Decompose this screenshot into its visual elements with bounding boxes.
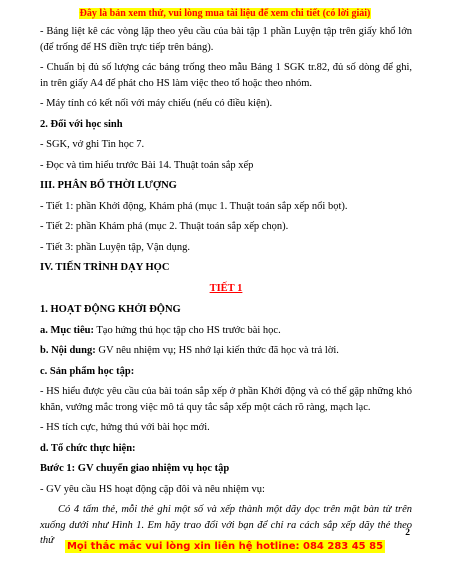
footer-hotline: [0, 541, 450, 552]
paragraph: - Tiết 1: phần Khởi động, Khám phá (mục 1. Thuật toán sắp xếp nổi bọt).: [40, 200, 348, 212]
paragraph: - Tiết 3: phần Luyện tập, Vận dụng.: [40, 241, 191, 253]
page-content: [40, 24, 412, 554]
paragraph: - Bảng liệt kê các vòng lặp theo yêu cầu của bài tập 1 phần Luyện tập trên giấy khổ lớn (để trống để HS điền trực tiếp trên bảng).: [40, 26, 412, 53]
preview-banner: [0, 8, 450, 19]
label: a. Mục tiêu:: [40, 324, 94, 336]
paragraph: - HS hiểu được yêu cầu của bài toán sắp xếp ở phần Khởi động và có thể gặp những khó khăn, vướng mắc trong việc mô tả quy tắc sắp xếp một cách rõ ràng, mạch lạc.: [40, 386, 412, 413]
lesson-title: TIẾT 1: [209, 282, 243, 294]
section-heading: III. PHÂN BỔ THỜI LƯỢNG: [40, 180, 177, 191]
section-heading: d. Tổ chức thực hiện:: [40, 442, 136, 454]
paragraph: - HS tích cực, hứng thú với bài học mới.: [40, 422, 210, 433]
section-heading: Bước 1: GV chuyển giao nhiệm vụ học tập: [40, 463, 230, 474]
paragraph: [40, 343, 412, 359]
label: b. Nội dung:: [40, 345, 96, 356]
section-heading: IV. TIẾN TRÌNH DẠY HỌC: [40, 262, 170, 273]
preview-banner-text: Đây là bản xem thử, vui lòng mua tài liệu để xem chi tiết (có lời giải): [79, 8, 371, 19]
footer-text: Mọi thắc mắc vui lòng xin liên hệ hotline: 084 283 45 85: [66, 541, 384, 552]
section-heading: 2. Đối với học sinh: [40, 118, 123, 130]
paragraph: - Đọc và tìm hiểu trước Bài 14. Thuật toán sắp xếp: [40, 159, 254, 171]
text: Tạo hứng thú học tập cho HS trước bài học.: [93, 324, 281, 336]
section-heading: 1. HOẠT ĐỘNG KHỞI ĐỘNG: [40, 304, 181, 315]
paragraph: - Máy tính có kết nối với máy chiếu (nếu có điều kiện).: [40, 98, 273, 109]
page-number: 2: [405, 528, 410, 538]
paragraph-italic: Có 4 tấm thẻ, mỗi thẻ ghi một số và xếp thành một dãy dọc trên mặt bàn từ trên xuống dưới như Hình 1. Em hãy trao đổi với bạn để chỉ ra cách sắp xếp dãy thẻ theo thứ: [40, 504, 412, 546]
section-heading: c. Sản phẩm học tập:: [40, 365, 135, 377]
text: GV nêu nhiệm vụ; HS nhớ lại kiến thức đã học và trả lời.: [95, 345, 339, 356]
paragraph: [40, 323, 412, 339]
paragraph: - GV yêu cầu HS hoạt động cặp đôi và nêu nhiệm vụ:: [40, 483, 265, 495]
paragraph: - Tiết 2: phần Khám phá (mục 2. Thuật toán sắp xếp chọn).: [40, 221, 289, 232]
paragraph: - SGK, vở ghi Tin học 7.: [40, 139, 145, 150]
paragraph: - Chuẩn bị đủ số lượng các bảng trống theo mẫu Bảng 1 SGK tr.82, đủ số dòng để ghi, in trên giấy A4 để phát cho HS làm việc theo tổ hoặc theo nhóm.: [40, 62, 412, 89]
